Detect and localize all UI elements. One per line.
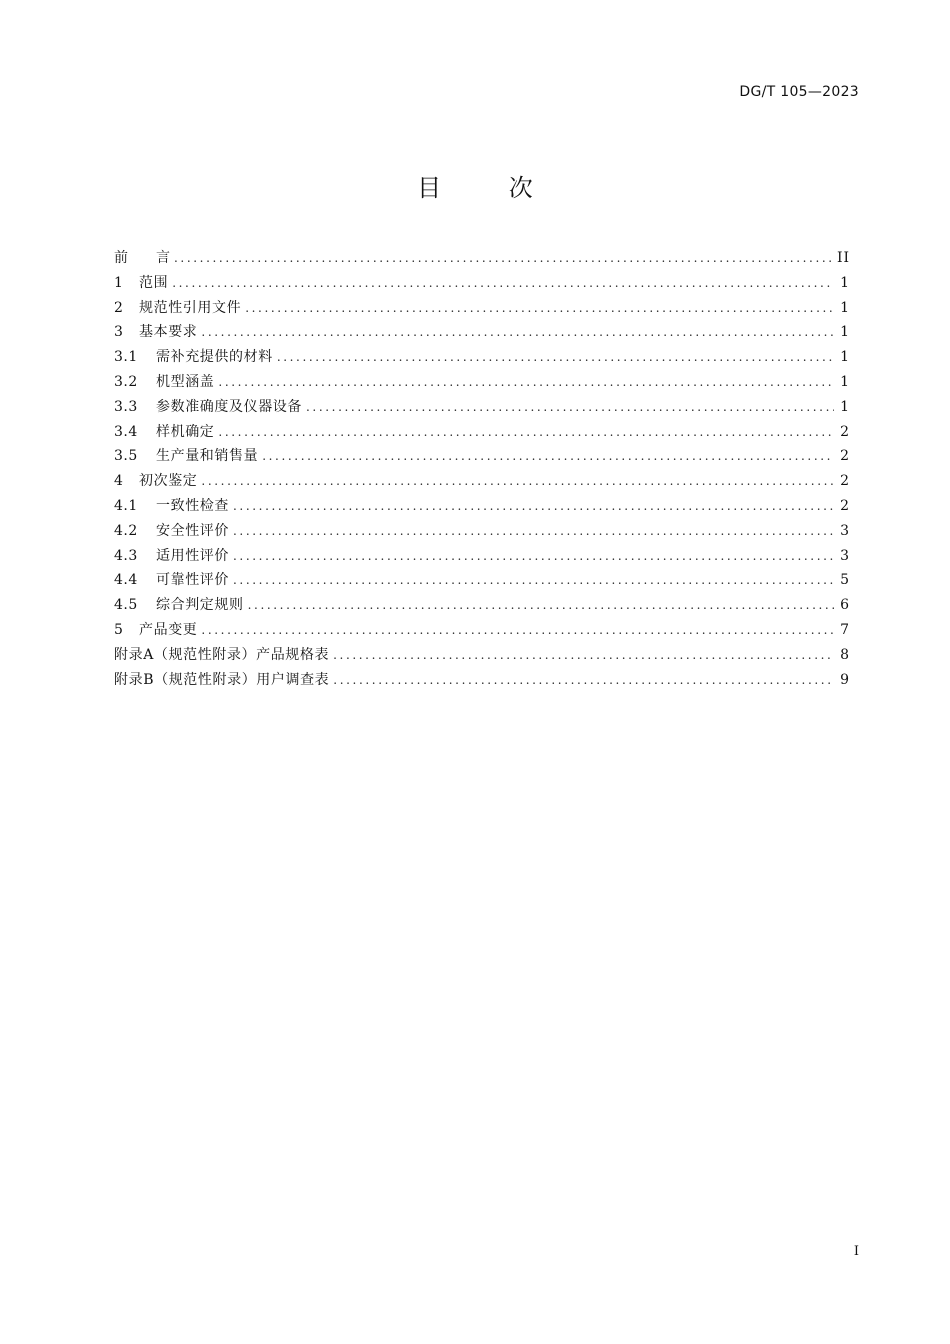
toc-entry-number: 3.5 (114, 448, 138, 465)
toc-entry-label: 基本要求 (139, 324, 198, 341)
toc-entry-2[interactable] (114, 296, 850, 321)
toc-entry-number: 3.3 (114, 398, 138, 415)
toc-entry-foreword[interactable] (114, 246, 850, 271)
toc-entry-page: 3 (840, 522, 850, 539)
toc-leader-dots (333, 643, 834, 668)
toc-entry-page: 2 (840, 497, 850, 514)
toc-entry-3-4[interactable] (114, 420, 850, 445)
toc-leader-dots (333, 668, 834, 693)
toc-leader-dots (174, 246, 831, 271)
toc-leader-dots (218, 370, 834, 395)
toc-entry-label: 一致性检查 (156, 497, 229, 514)
toc-entry-label: 前 言 (114, 250, 170, 266)
toc-leader-dots (306, 395, 834, 420)
toc-entry-number: 3 (114, 324, 124, 341)
toc-leader-dots (277, 345, 834, 370)
toc-entry-label: 附录A（规范性附录）产品规格表 (114, 646, 330, 663)
toc-leader-dots (262, 444, 834, 469)
toc-entry-5[interactable] (114, 618, 850, 643)
toc-entry-page: II (836, 250, 850, 266)
toc-entry-4-5[interactable] (114, 593, 850, 618)
toc-leader-dots (233, 568, 834, 593)
toc-entry-page: 1 (840, 324, 850, 341)
toc-entry-3-2[interactable] (114, 370, 850, 395)
toc-entry-label: 附录B（规范性附录）用户调查表 (114, 671, 330, 688)
toc-entry-page: 1 (840, 349, 850, 366)
toc-entry-3-3[interactable] (114, 395, 850, 420)
document-code: DG/T 105—2023 (739, 84, 859, 100)
toc-leader-dots (201, 320, 834, 345)
toc-leader-dots (201, 469, 834, 494)
toc-entry-page: 2 (840, 473, 850, 490)
toc-entry-label: 产品变更 (139, 621, 198, 638)
toc-entry-page: 1 (840, 373, 850, 390)
toc-entry-number: 1 (114, 274, 124, 291)
toc-entry-page: 1 (840, 299, 850, 316)
toc-entry-number: 3.2 (114, 373, 138, 390)
toc-entry-1[interactable] (114, 271, 850, 296)
toc-entry-4-2[interactable] (114, 519, 850, 544)
toc-entry-number: 4.4 (114, 572, 138, 589)
page-number: I (853, 1244, 859, 1259)
toc-entry-page: 3 (840, 547, 850, 564)
toc-leader-dots (233, 494, 834, 519)
toc-leader-dots (218, 420, 834, 445)
toc-entry-label: 生产量和销售量 (156, 448, 259, 465)
page-title: 目 次 (417, 174, 563, 202)
toc-entry-page: 2 (840, 448, 850, 465)
toc-entry-label: 参数准确度及仪器设备 (156, 398, 302, 415)
toc-leader-dots (233, 544, 834, 569)
toc-entry-4-3[interactable] (114, 544, 850, 569)
toc-entry-number: 4 (114, 473, 124, 490)
toc-leader-dots (248, 593, 834, 618)
toc-entry-number: 2 (114, 299, 124, 316)
toc-entry-4[interactable] (114, 469, 850, 494)
toc-leader-dots (172, 271, 834, 296)
toc-entry-label: 需补充提供的材料 (156, 349, 273, 366)
toc-entry-page: 2 (840, 423, 850, 440)
toc-entry-number: 4.2 (114, 522, 138, 539)
toc-entry-page: 7 (840, 621, 850, 638)
toc-entry-3[interactable] (114, 320, 850, 345)
toc-entry-number: 3.1 (114, 349, 138, 366)
toc-entry-number: 4.5 (114, 597, 138, 614)
toc-entry-page: 6 (840, 597, 850, 614)
toc-entry-page: 1 (840, 274, 850, 291)
toc-entry-label: 可靠性评价 (156, 572, 229, 589)
toc-entry-page: 9 (840, 671, 850, 688)
toc-entry-number: 4.1 (114, 497, 138, 514)
toc-entry-label: 综合判定规则 (156, 597, 244, 614)
toc-entry-label: 规范性引用文件 (139, 299, 242, 316)
toc-entry-label: 适用性评价 (156, 547, 229, 564)
toc-entry-number: 3.4 (114, 423, 138, 440)
toc-entry-label: 机型涵盖 (156, 373, 215, 390)
toc-entry-3-5[interactable] (114, 444, 850, 469)
toc-entry-4-4[interactable] (114, 568, 850, 593)
toc-leader-dots (245, 296, 834, 321)
toc-leader-dots (201, 618, 834, 643)
toc-entry-label: 样机确定 (156, 423, 215, 440)
toc-entry-page: 8 (840, 646, 850, 663)
toc-entry-number: 4.3 (114, 547, 138, 564)
toc-entry-page: 1 (840, 398, 850, 415)
toc-entry-label: 安全性评价 (156, 522, 229, 539)
toc-entry-3-1[interactable] (114, 345, 850, 370)
table-of-contents (114, 246, 850, 692)
toc-entry-label: 初次鉴定 (139, 473, 198, 490)
toc-entry-4-1[interactable] (114, 494, 850, 519)
toc-entry-number: 5 (114, 621, 124, 638)
toc-entry-label: 范围 (139, 274, 169, 291)
toc-entry-appendix-b[interactable] (114, 668, 850, 693)
toc-entry-appendix-a[interactable] (114, 643, 850, 668)
toc-leader-dots (233, 519, 834, 544)
toc-entry-page: 5 (840, 572, 850, 589)
